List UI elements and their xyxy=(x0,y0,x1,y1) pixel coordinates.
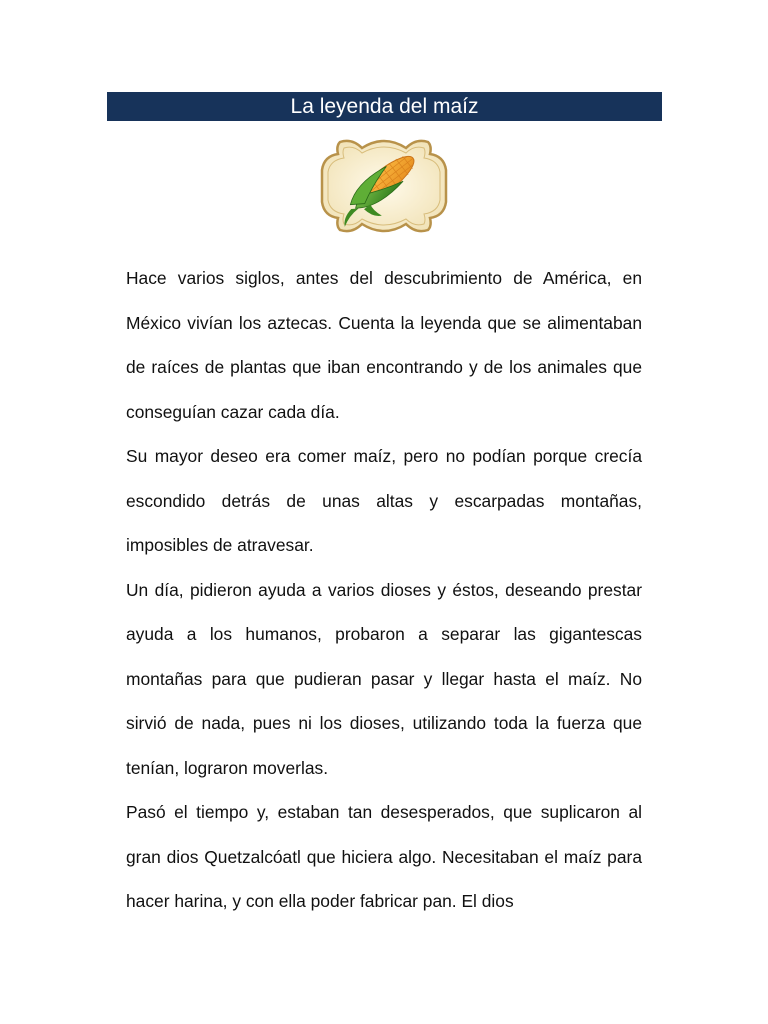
corn-cob-icon xyxy=(318,136,450,236)
document-title: La leyenda del maíz xyxy=(107,92,662,121)
paragraph-1: Hace varios siglos, antes del descubrimiento de América, en México vivían los aztecas. Cuenta la leyenda que se alimentaban de raíces de plantas que iban encontrando y de los animales que conseguían cazar cada día. xyxy=(126,268,642,422)
story-text xyxy=(126,256,642,924)
paragraph-3: Un día, pidieron ayuda a varios dioses y éstos, deseando prestar ayuda a los humanos, probaron a separar las gigantescas montañas para que pudieran pasar y llegar hasta el maíz. No sirvió de nada, pues ni los dioses, utilizando toda la fuerza que tenían, lograron moverlas. xyxy=(126,579,642,778)
paragraph-4: Pasó el tiempo y, estaban tan desesperados, que suplicaron al gran dios Quetzalcóatl que hiciera algo. Necesitaban el maíz para hacer harina, y con ella poder fabricar pan. El dios xyxy=(126,802,642,911)
paragraph-2: Su mayor deseo era comer maíz, pero no podían porque crecía escondido detrás de unas altas y escarpadas montañas, imposibles de atravesar. xyxy=(126,446,642,555)
